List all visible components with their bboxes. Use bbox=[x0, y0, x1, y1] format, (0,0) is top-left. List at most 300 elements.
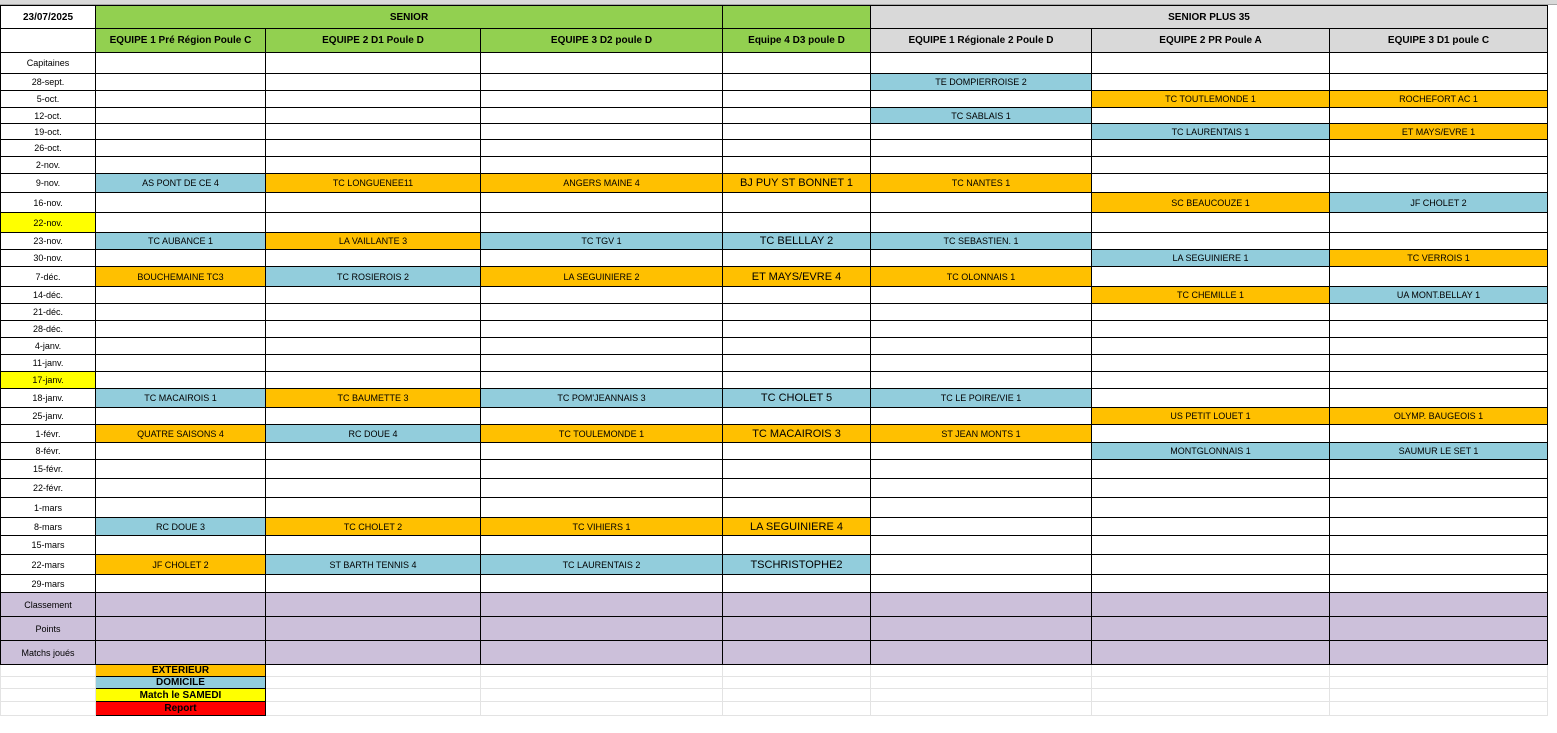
match-cell[interactable]: ST BARTH TENNIS 4 bbox=[266, 555, 481, 575]
empty-cell[interactable] bbox=[1330, 536, 1548, 555]
team-header-6[interactable]: EQUIPE 2 PR Poule A bbox=[1092, 29, 1330, 53]
empty-cell[interactable] bbox=[481, 124, 723, 140]
match-cell[interactable]: RC DOUE 4 bbox=[266, 425, 481, 443]
empty-cell[interactable] bbox=[1330, 498, 1548, 518]
stats-cell[interactable] bbox=[1330, 641, 1548, 665]
sheet-date[interactable]: 23/07/2025 bbox=[1, 6, 96, 29]
empty-cell[interactable] bbox=[481, 443, 723, 460]
empty-cell[interactable] bbox=[871, 498, 1092, 518]
empty-cell[interactable] bbox=[871, 372, 1092, 389]
match-date[interactable]: 25-janv. bbox=[1, 408, 96, 425]
empty-cell[interactable] bbox=[1092, 689, 1330, 702]
empty-cell[interactable] bbox=[1092, 677, 1330, 689]
team-header-empty[interactable] bbox=[1, 29, 96, 53]
match-cell[interactable]: TC OLONNAIS 1 bbox=[871, 267, 1092, 287]
match-cell[interactable]: TC BELLLAY 2 bbox=[723, 233, 871, 250]
empty-cell[interactable] bbox=[481, 408, 723, 425]
match-date[interactable]: 16-nov. bbox=[1, 193, 96, 213]
stats-cell[interactable] bbox=[723, 617, 871, 641]
empty-cell[interactable] bbox=[723, 372, 871, 389]
empty-cell[interactable] bbox=[96, 304, 266, 321]
match-cell[interactable]: TC TOULEMONDE 1 bbox=[481, 425, 723, 443]
empty-cell[interactable] bbox=[1092, 575, 1330, 593]
match-date[interactable]: 1-févr. bbox=[1, 425, 96, 443]
match-cell[interactable]: TC CHOLET 2 bbox=[266, 518, 481, 536]
match-date[interactable]: 17-janv. bbox=[1, 372, 96, 389]
empty-cell[interactable] bbox=[1330, 304, 1548, 321]
empty-cell[interactable] bbox=[1092, 321, 1330, 338]
empty-cell[interactable] bbox=[96, 124, 266, 140]
empty-cell[interactable] bbox=[481, 689, 723, 702]
stats-cell[interactable] bbox=[1330, 617, 1548, 641]
match-cell[interactable]: TC VERROIS 1 bbox=[1330, 250, 1548, 267]
empty-cell[interactable] bbox=[871, 157, 1092, 174]
empty-cell[interactable] bbox=[723, 355, 871, 372]
empty-cell[interactable] bbox=[266, 536, 481, 555]
empty-cell[interactable] bbox=[481, 575, 723, 593]
empty-cell[interactable] bbox=[1092, 304, 1330, 321]
empty-cell[interactable] bbox=[481, 304, 723, 321]
empty-cell[interactable] bbox=[1330, 321, 1548, 338]
empty-cell[interactable] bbox=[266, 287, 481, 304]
empty-cell[interactable] bbox=[1092, 355, 1330, 372]
empty-cell[interactable] bbox=[1330, 460, 1548, 479]
stats-cell[interactable] bbox=[96, 641, 266, 665]
match-date[interactable]: 26-oct. bbox=[1, 140, 96, 157]
empty-cell[interactable] bbox=[266, 213, 481, 233]
stats-cell[interactable] bbox=[871, 593, 1092, 617]
empty-cell[interactable] bbox=[266, 702, 481, 716]
match-cell[interactable]: BOUCHEMAINE TC3 bbox=[96, 267, 266, 287]
empty-cell[interactable] bbox=[1092, 140, 1330, 157]
empty-cell[interactable] bbox=[96, 355, 266, 372]
empty-cell[interactable] bbox=[266, 91, 481, 108]
match-cell[interactable]: SC BEAUCOUZE 1 bbox=[1092, 193, 1330, 213]
empty-cell[interactable] bbox=[1330, 575, 1548, 593]
empty-cell[interactable] bbox=[266, 355, 481, 372]
empty-cell[interactable] bbox=[266, 193, 481, 213]
empty-cell[interactable] bbox=[871, 193, 1092, 213]
empty-cell[interactable] bbox=[871, 443, 1092, 460]
empty-cell[interactable] bbox=[481, 338, 723, 355]
empty-cell[interactable] bbox=[1330, 233, 1548, 250]
empty-cell[interactable] bbox=[1092, 338, 1330, 355]
empty-cell[interactable] bbox=[481, 677, 723, 689]
empty-cell[interactable] bbox=[266, 689, 481, 702]
empty-cell[interactable] bbox=[723, 575, 871, 593]
match-date[interactable]: 29-mars bbox=[1, 575, 96, 593]
empty-cell[interactable] bbox=[96, 108, 266, 124]
match-cell[interactable]: TC NANTES 1 bbox=[871, 174, 1092, 193]
empty-cell[interactable] bbox=[266, 140, 481, 157]
empty-cell[interactable] bbox=[871, 479, 1092, 498]
match-date[interactable]: 28-déc. bbox=[1, 321, 96, 338]
empty-cell[interactable] bbox=[481, 460, 723, 479]
empty-cell[interactable] bbox=[1330, 389, 1548, 408]
team-header-2[interactable]: EQUIPE 2 D1 Poule D bbox=[266, 29, 481, 53]
stats-cell[interactable] bbox=[1092, 617, 1330, 641]
empty-cell[interactable] bbox=[723, 460, 871, 479]
empty-cell[interactable] bbox=[723, 193, 871, 213]
stats-cell[interactable] bbox=[1092, 593, 1330, 617]
empty-cell[interactable] bbox=[871, 304, 1092, 321]
empty-cell[interactable] bbox=[1330, 372, 1548, 389]
match-date[interactable]: 21-déc. bbox=[1, 304, 96, 321]
match-cell[interactable]: ET MAYS/EVRE 4 bbox=[723, 267, 871, 287]
stats-cell[interactable] bbox=[723, 641, 871, 665]
empty-cell[interactable] bbox=[1092, 157, 1330, 174]
match-cell[interactable]: ST JEAN MONTS 1 bbox=[871, 425, 1092, 443]
empty-cell[interactable] bbox=[96, 193, 266, 213]
empty-cell[interactable] bbox=[96, 460, 266, 479]
empty-cell[interactable] bbox=[871, 250, 1092, 267]
stats-cell[interactable] bbox=[481, 593, 723, 617]
match-cell[interactable]: TC CHOLET 5 bbox=[723, 389, 871, 408]
empty-cell[interactable] bbox=[96, 91, 266, 108]
stats-cell[interactable] bbox=[723, 593, 871, 617]
empty-cell[interactable] bbox=[1330, 479, 1548, 498]
empty-cell[interactable] bbox=[1330, 157, 1548, 174]
empty-cell[interactable] bbox=[1092, 479, 1330, 498]
empty-cell[interactable] bbox=[266, 575, 481, 593]
empty-cell[interactable] bbox=[96, 408, 266, 425]
empty-cell[interactable] bbox=[723, 140, 871, 157]
team-header-7[interactable]: EQUIPE 3 D1 poule C bbox=[1330, 29, 1548, 53]
empty-cell[interactable] bbox=[871, 408, 1092, 425]
match-date[interactable]: 5-oct. bbox=[1, 91, 96, 108]
empty-cell[interactable] bbox=[481, 193, 723, 213]
stats-cell[interactable] bbox=[266, 593, 481, 617]
empty-cell[interactable] bbox=[871, 287, 1092, 304]
match-date[interactable]: 2-nov. bbox=[1, 157, 96, 174]
empty-cell[interactable] bbox=[723, 287, 871, 304]
empty-cell[interactable] bbox=[481, 702, 723, 716]
match-date[interactable]: 22-nov. bbox=[1, 213, 96, 233]
empty-cell[interactable] bbox=[723, 498, 871, 518]
team-header-5[interactable]: EQUIPE 1 Régionale 2 Poule D bbox=[871, 29, 1092, 53]
empty-cell[interactable] bbox=[1092, 665, 1330, 677]
senior35-header[interactable]: SENIOR PLUS 35 bbox=[871, 6, 1548, 29]
empty-cell[interactable] bbox=[871, 518, 1092, 536]
captain-cell[interactable] bbox=[481, 53, 723, 74]
empty-cell[interactable] bbox=[1330, 213, 1548, 233]
match-cell[interactable]: LA SEGUINIERE 4 bbox=[723, 518, 871, 536]
stats-label[interactable]: Classement bbox=[1, 593, 96, 617]
empty-cell[interactable] bbox=[1092, 555, 1330, 575]
match-cell[interactable]: ROCHEFORT AC 1 bbox=[1330, 91, 1548, 108]
empty-cell[interactable] bbox=[96, 536, 266, 555]
empty-cell[interactable] bbox=[723, 250, 871, 267]
empty-cell[interactable] bbox=[1330, 702, 1548, 716]
empty-cell[interactable] bbox=[871, 702, 1092, 716]
match-cell[interactable]: LA SEGUINIERE 2 bbox=[481, 267, 723, 287]
empty-cell[interactable] bbox=[871, 338, 1092, 355]
empty-cell[interactable] bbox=[723, 479, 871, 498]
empty-cell[interactable] bbox=[266, 108, 481, 124]
empty-cell[interactable] bbox=[1092, 518, 1330, 536]
match-date[interactable]: 12-oct. bbox=[1, 108, 96, 124]
empty-cell[interactable] bbox=[96, 287, 266, 304]
match-cell[interactable]: LA VAILLANTE 3 bbox=[266, 233, 481, 250]
empty-cell[interactable] bbox=[1092, 425, 1330, 443]
empty-cell[interactable] bbox=[1330, 689, 1548, 702]
empty-cell[interactable] bbox=[1330, 140, 1548, 157]
match-date[interactable]: 22-mars bbox=[1, 555, 96, 575]
empty-cell[interactable] bbox=[266, 338, 481, 355]
empty-cell[interactable] bbox=[1092, 267, 1330, 287]
empty-cell[interactable] bbox=[871, 555, 1092, 575]
empty-cell[interactable] bbox=[1092, 372, 1330, 389]
match-date[interactable]: 18-janv. bbox=[1, 389, 96, 408]
captain-cell[interactable] bbox=[96, 53, 266, 74]
team-header-1[interactable]: EQUIPE 1 Pré Région Poule C bbox=[96, 29, 266, 53]
captain-cell[interactable] bbox=[723, 53, 871, 74]
empty-cell[interactable] bbox=[96, 372, 266, 389]
stats-cell[interactable] bbox=[481, 641, 723, 665]
stats-cell[interactable] bbox=[1330, 593, 1548, 617]
empty-cell[interactable] bbox=[1, 677, 96, 689]
empty-cell[interactable] bbox=[723, 157, 871, 174]
stats-label[interactable]: Points bbox=[1, 617, 96, 641]
empty-cell[interactable] bbox=[871, 355, 1092, 372]
empty-cell[interactable] bbox=[1092, 536, 1330, 555]
match-cell[interactable]: TC POM'JEANNAIS 3 bbox=[481, 389, 723, 408]
match-cell[interactable]: MONTGLONNAIS 1 bbox=[1092, 443, 1330, 460]
match-cell[interactable]: OLYMP. BAUGEOIS 1 bbox=[1330, 408, 1548, 425]
stats-cell[interactable] bbox=[871, 641, 1092, 665]
empty-cell[interactable] bbox=[96, 213, 266, 233]
match-date[interactable]: 7-déc. bbox=[1, 267, 96, 287]
match-cell[interactable]: TSCHRISTOPHE2 bbox=[723, 555, 871, 575]
match-cell[interactable]: TC BAUMETTE 3 bbox=[266, 389, 481, 408]
match-cell[interactable]: JF CHOLET 2 bbox=[96, 555, 266, 575]
match-date[interactable]: 1-mars bbox=[1, 498, 96, 518]
stats-cell[interactable] bbox=[96, 593, 266, 617]
empty-cell[interactable] bbox=[481, 108, 723, 124]
match-cell[interactable]: JF CHOLET 2 bbox=[1330, 193, 1548, 213]
match-cell[interactable]: TC ROSIEROIS 2 bbox=[266, 267, 481, 287]
empty-cell[interactable] bbox=[96, 338, 266, 355]
empty-cell[interactable] bbox=[1092, 389, 1330, 408]
match-cell[interactable]: TC LAURENTAIS 2 bbox=[481, 555, 723, 575]
empty-cell[interactable] bbox=[871, 460, 1092, 479]
empty-cell[interactable] bbox=[266, 304, 481, 321]
match-cell[interactable]: TE DOMPIERROISE 2 bbox=[871, 74, 1092, 91]
match-cell[interactable]: TC LONGUENEE11 bbox=[266, 174, 481, 193]
empty-cell[interactable] bbox=[1330, 338, 1548, 355]
captain-cell[interactable] bbox=[266, 53, 481, 74]
empty-cell[interactable] bbox=[723, 665, 871, 677]
empty-cell[interactable] bbox=[723, 443, 871, 460]
empty-cell[interactable] bbox=[1, 689, 96, 702]
match-date[interactable]: 8-mars bbox=[1, 518, 96, 536]
empty-cell[interactable] bbox=[96, 479, 266, 498]
match-cell[interactable]: TC SEBASTIEN. 1 bbox=[871, 233, 1092, 250]
empty-cell[interactable] bbox=[481, 479, 723, 498]
empty-cell[interactable] bbox=[723, 702, 871, 716]
empty-cell[interactable] bbox=[1330, 677, 1548, 689]
senior-header-extra[interactable] bbox=[723, 6, 871, 29]
empty-cell[interactable] bbox=[871, 689, 1092, 702]
team-header-4[interactable]: Equipe 4 D3 poule D bbox=[723, 29, 871, 53]
empty-cell[interactable] bbox=[481, 321, 723, 338]
empty-cell[interactable] bbox=[481, 140, 723, 157]
captain-cell[interactable] bbox=[871, 53, 1092, 74]
match-date[interactable]: 8-févr. bbox=[1, 443, 96, 460]
empty-cell[interactable] bbox=[481, 213, 723, 233]
stats-cell[interactable] bbox=[266, 617, 481, 641]
captain-cell[interactable] bbox=[1092, 53, 1330, 74]
empty-cell[interactable] bbox=[266, 250, 481, 267]
match-cell[interactable]: TC TOUTLEMONDE 1 bbox=[1092, 91, 1330, 108]
empty-cell[interactable] bbox=[266, 677, 481, 689]
legend-dom[interactable]: DOMICILE bbox=[96, 677, 266, 689]
empty-cell[interactable] bbox=[1330, 518, 1548, 536]
match-cell[interactable]: US PETIT LOUET 1 bbox=[1092, 408, 1330, 425]
empty-cell[interactable] bbox=[871, 677, 1092, 689]
empty-cell[interactable] bbox=[1092, 174, 1330, 193]
empty-cell[interactable] bbox=[96, 157, 266, 174]
empty-cell[interactable] bbox=[266, 479, 481, 498]
match-cell[interactable]: TC TGV 1 bbox=[481, 233, 723, 250]
empty-cell[interactable] bbox=[723, 108, 871, 124]
match-date[interactable]: 30-nov. bbox=[1, 250, 96, 267]
match-date[interactable]: 14-déc. bbox=[1, 287, 96, 304]
match-cell[interactable]: ET MAYS/EVRE 1 bbox=[1330, 124, 1548, 140]
match-cell[interactable]: BJ PUY ST BONNET 1 bbox=[723, 174, 871, 193]
match-date[interactable]: 11-janv. bbox=[1, 355, 96, 372]
empty-cell[interactable] bbox=[723, 321, 871, 338]
empty-cell[interactable] bbox=[481, 91, 723, 108]
empty-cell[interactable] bbox=[266, 157, 481, 174]
empty-cell[interactable] bbox=[1330, 355, 1548, 372]
empty-cell[interactable] bbox=[1092, 702, 1330, 716]
empty-cell[interactable] bbox=[96, 498, 266, 518]
empty-cell[interactable] bbox=[481, 536, 723, 555]
empty-cell[interactable] bbox=[1, 702, 96, 716]
empty-cell[interactable] bbox=[266, 74, 481, 91]
empty-cell[interactable] bbox=[266, 665, 481, 677]
empty-cell[interactable] bbox=[481, 372, 723, 389]
empty-cell[interactable] bbox=[96, 443, 266, 460]
match-cell[interactable]: TC VIHIERS 1 bbox=[481, 518, 723, 536]
empty-cell[interactable] bbox=[266, 460, 481, 479]
match-cell[interactable]: TC LE POIRE/VIE 1 bbox=[871, 389, 1092, 408]
match-cell[interactable]: TC MACAIROIS 1 bbox=[96, 389, 266, 408]
empty-cell[interactable] bbox=[871, 124, 1092, 140]
match-cell[interactable]: RC DOUE 3 bbox=[96, 518, 266, 536]
empty-cell[interactable] bbox=[1092, 108, 1330, 124]
empty-cell[interactable] bbox=[1092, 460, 1330, 479]
senior-header[interactable]: SENIOR bbox=[96, 6, 723, 29]
empty-cell[interactable] bbox=[266, 321, 481, 338]
empty-cell[interactable] bbox=[266, 124, 481, 140]
empty-cell[interactable] bbox=[481, 287, 723, 304]
empty-cell[interactable] bbox=[871, 91, 1092, 108]
match-cell[interactable]: QUATRE SAISONS 4 bbox=[96, 425, 266, 443]
empty-cell[interactable] bbox=[266, 498, 481, 518]
empty-cell[interactable] bbox=[723, 91, 871, 108]
match-date[interactable]: 15-févr. bbox=[1, 460, 96, 479]
empty-cell[interactable] bbox=[1092, 233, 1330, 250]
empty-cell[interactable] bbox=[871, 665, 1092, 677]
match-cell[interactable]: TC LAURENTAIS 1 bbox=[1092, 124, 1330, 140]
empty-cell[interactable] bbox=[1330, 267, 1548, 287]
empty-cell[interactable] bbox=[723, 338, 871, 355]
stats-cell[interactable] bbox=[481, 617, 723, 641]
empty-cell[interactable] bbox=[96, 321, 266, 338]
empty-cell[interactable] bbox=[1, 665, 96, 677]
empty-cell[interactable] bbox=[1330, 555, 1548, 575]
empty-cell[interactable] bbox=[871, 575, 1092, 593]
empty-cell[interactable] bbox=[1330, 425, 1548, 443]
empty-cell[interactable] bbox=[481, 498, 723, 518]
match-date[interactable]: 28-sept. bbox=[1, 74, 96, 91]
captain-cell[interactable] bbox=[1330, 53, 1548, 74]
empty-cell[interactable] bbox=[871, 536, 1092, 555]
match-cell[interactable]: AS PONT DE CE 4 bbox=[96, 174, 266, 193]
match-date[interactable]: 23-nov. bbox=[1, 233, 96, 250]
empty-cell[interactable] bbox=[96, 250, 266, 267]
empty-cell[interactable] bbox=[481, 250, 723, 267]
empty-cell[interactable] bbox=[481, 665, 723, 677]
empty-cell[interactable] bbox=[481, 355, 723, 372]
match-date[interactable]: 4-janv. bbox=[1, 338, 96, 355]
match-date[interactable]: 22-févr. bbox=[1, 479, 96, 498]
match-date[interactable]: 9-nov. bbox=[1, 174, 96, 193]
empty-cell[interactable] bbox=[96, 140, 266, 157]
empty-cell[interactable] bbox=[1092, 213, 1330, 233]
match-cell[interactable]: SAUMUR LE SET 1 bbox=[1330, 443, 1548, 460]
empty-cell[interactable] bbox=[723, 408, 871, 425]
match-cell[interactable]: TC SABLAIS 1 bbox=[871, 108, 1092, 124]
stats-label[interactable]: Matchs joués bbox=[1, 641, 96, 665]
legend-ext[interactable]: EXTERIEUR bbox=[96, 665, 266, 677]
stats-cell[interactable] bbox=[1092, 641, 1330, 665]
stats-cell[interactable] bbox=[96, 617, 266, 641]
empty-cell[interactable] bbox=[266, 408, 481, 425]
empty-cell[interactable] bbox=[723, 536, 871, 555]
empty-cell[interactable] bbox=[723, 74, 871, 91]
captains-label[interactable]: Capitaines bbox=[1, 53, 96, 74]
empty-cell[interactable] bbox=[96, 575, 266, 593]
team-header-3[interactable]: EQUIPE 3 D2 poule D bbox=[481, 29, 723, 53]
match-cell[interactable]: TC CHEMILLE 1 bbox=[1092, 287, 1330, 304]
empty-cell[interactable] bbox=[266, 372, 481, 389]
empty-cell[interactable] bbox=[481, 157, 723, 174]
empty-cell[interactable] bbox=[723, 213, 871, 233]
empty-cell[interactable] bbox=[1330, 108, 1548, 124]
empty-cell[interactable] bbox=[1330, 74, 1548, 91]
empty-cell[interactable] bbox=[1092, 498, 1330, 518]
empty-cell[interactable] bbox=[723, 677, 871, 689]
match-cell[interactable]: UA MONT.BELLAY 1 bbox=[1330, 287, 1548, 304]
match-cell[interactable]: ANGERS MAINE 4 bbox=[481, 174, 723, 193]
empty-cell[interactable] bbox=[96, 74, 266, 91]
empty-cell[interactable] bbox=[871, 213, 1092, 233]
empty-cell[interactable] bbox=[871, 321, 1092, 338]
empty-cell[interactable] bbox=[1330, 174, 1548, 193]
empty-cell[interactable] bbox=[723, 124, 871, 140]
legend-sat[interactable]: Match le SAMEDI bbox=[96, 689, 266, 702]
match-cell[interactable]: LA SEGUINIERE 1 bbox=[1092, 250, 1330, 267]
legend-rep[interactable]: Report bbox=[96, 702, 266, 716]
match-cell[interactable]: TC MACAIROIS 3 bbox=[723, 425, 871, 443]
empty-cell[interactable] bbox=[723, 304, 871, 321]
empty-cell[interactable] bbox=[266, 443, 481, 460]
empty-cell[interactable] bbox=[723, 689, 871, 702]
stats-cell[interactable] bbox=[266, 641, 481, 665]
